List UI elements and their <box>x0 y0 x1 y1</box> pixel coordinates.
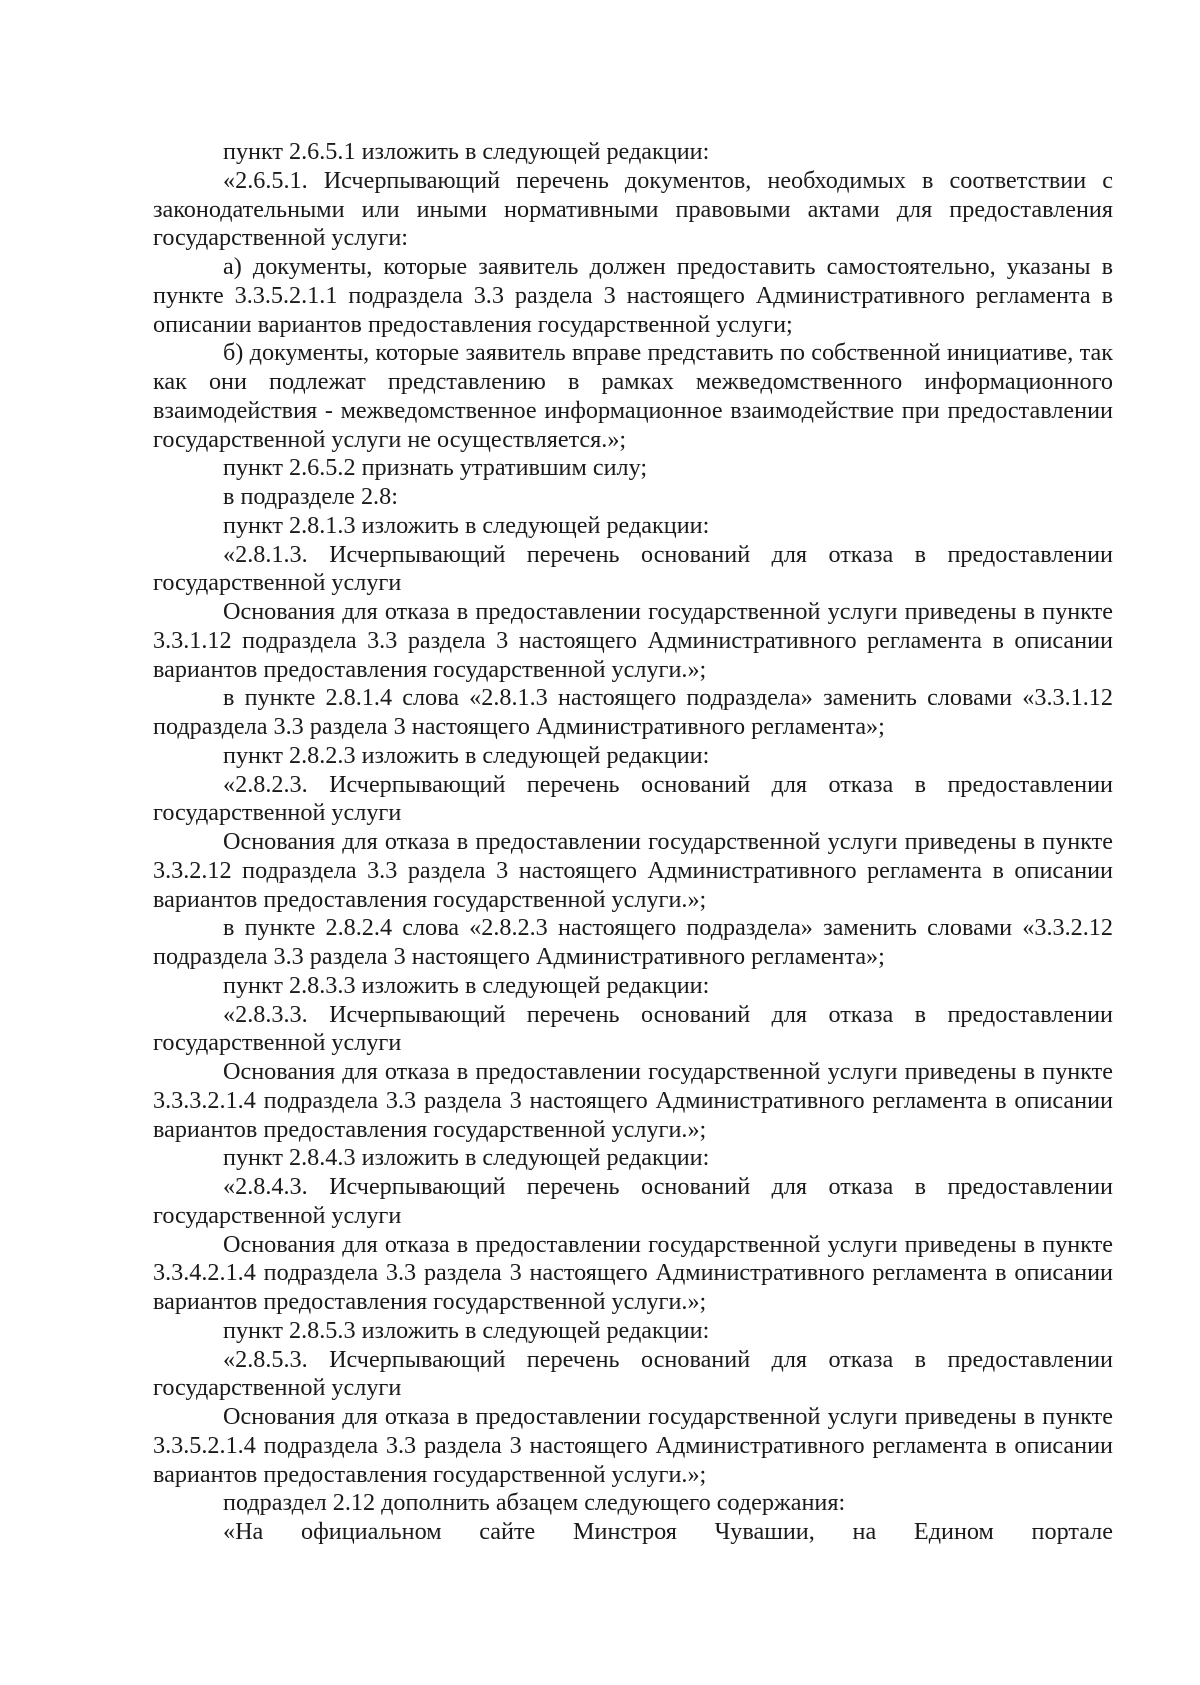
paragraph-2-6-5-2-repeal: пункт 2.6.5.2 признать утратившим силу; <box>223 454 648 482</box>
paragraph-item-a: а) документы, которые заявитель должен предоставить самостоятельно, указаны в пункте 3.3.5.2.1.1 подраздела 3.3 раздела 3 настоящего Административного регламента в описании вариантов предоставления государственной услуги; <box>153 253 1113 338</box>
paragraph-2-8-1-3-amend: пункт 2.8.1.3 изложить в следующей редакции: <box>223 511 710 539</box>
paragraph-2-6-5-1-amend: пункт 2.6.5.1 изложить в следующей редакции: <box>223 138 710 165</box>
paragraph-2-8-2-3-heading: «2.8.2.3. Исчерпывающий перечень оснований для отказа в предоставлении государственной услуги <box>153 770 1113 827</box>
paragraph-2-8-2-3-grounds: Основания для отказа в предоставлении государственной услуги приведены в пункте 3.3.2.12 подраздела 3.3 раздела 3 настоящего Административного регламента в описании вариантов предоставления государственной услуги.»; <box>153 828 1113 913</box>
paragraph-2-8-4-3-amend: пункт 2.8.4.3 изложить в следующей редакции: <box>223 1144 710 1172</box>
paragraph-2-8-3-3-amend: пункт 2.8.3.3 изложить в следующей редакции: <box>223 971 710 999</box>
paragraph-2-8-2-4-replace: в пункте 2.8.2.4 слова «2.8.2.3 настоящего подраздела» заменить словами «3.3.2.12 подраздела 3.3 раздела 3 настоящего Административного регламента»; <box>153 914 1113 970</box>
paragraph-2-8-1-3-heading: «2.8.1.3. Исчерпывающий перечень оснований для отказа в предоставлении государственной услуги <box>153 540 1113 597</box>
paragraph-subsection-2-12-addition: подраздел 2.12 дополнить абзацем следующего содержания: <box>223 1489 846 1517</box>
paragraph-2-8-1-4-replace: в пункте 2.8.1.4 слова «2.8.1.3 настоящего подраздела» заменить словами «3.3.1.12 подраздела 3.3 раздела 3 настоящего Административного регламента»; <box>153 684 1113 740</box>
paragraph-2-8-5-3-amend: пункт 2.8.5.3 изложить в следующей редакции: <box>223 1316 710 1344</box>
paragraph-2-8-3-3-grounds: Основания для отказа в предоставлении государственной услуги приведены в пункте 3.3.3.2.1.4 подраздела 3.3 раздела 3 настоящего Административного регламента в описании вариантов предоставления государственной услуги.»; <box>153 1058 1113 1143</box>
paragraph-2-8-4-3-heading: «2.8.4.3. Исчерпывающий перечень оснований для отказа в предоставлении государственной услуги <box>153 1173 1113 1229</box>
paragraph-2-8-5-3-grounds: Основания для отказа в предоставлении государственной услуги приведены в пункте 3.3.5.2.1.4 подраздела 3.3 раздела 3 настоящего Административного регламента в описании вариантов предоставления государственной услуги.»; <box>153 1403 1113 1488</box>
paragraph-2-8-4-3-grounds: Основания для отказа в предоставлении государственной услуги приведены в пункте 3.3.4.2.1.4 подраздела 3.3 раздела 3 настоящего Административного регламента в описании вариантов предоставления государственной услуги.»; <box>153 1230 1113 1315</box>
paragraph-2-8-2-3-amend: пункт 2.8.2.3 изложить в следующей редакции: <box>223 741 710 769</box>
paragraph-2-8-3-3-heading: «2.8.3.3. Исчерпывающий перечень оснований для отказа в предоставлении государственной услуги <box>153 1000 1113 1057</box>
paragraph-item-b: б) документы, которые заявитель вправе представить по собственной инициативе, так как они подлежат представлению в рамках межведомственного информационного взаимодействия - межведомственное информационное взаимодействие при предоставлении государственной услуги не осуществляется.»; <box>153 339 1113 453</box>
paragraph-2-8-1-3-grounds: Основания для отказа в предоставлении государственной услуги приведены в пункте 3.3.1.12 подраздела 3.3 раздела 3 настоящего Административного регламента в описании вариантов предоставления государственной услуги.»; <box>153 598 1113 683</box>
paragraph-2-8-5-3-heading: «2.8.5.3. Исчерпывающий перечень оснований для отказа в предоставлении государственной услуги <box>153 1345 1113 1402</box>
paragraph-2-12-new-text: «На официальном сайте Минстроя Чувашии, на Едином портале <box>223 1518 1113 1545</box>
document-body <box>153 138 1113 1547</box>
paragraph-subsection-2-8: в подразделе 2.8: <box>223 483 398 510</box>
paragraph-2-6-5-1-text: «2.6.5.1. Исчерпывающий перечень документов, необходимых в соответствии с законодательными или иными нормативными правовыми актами для предоставления государственной услуги: <box>153 166 1113 252</box>
